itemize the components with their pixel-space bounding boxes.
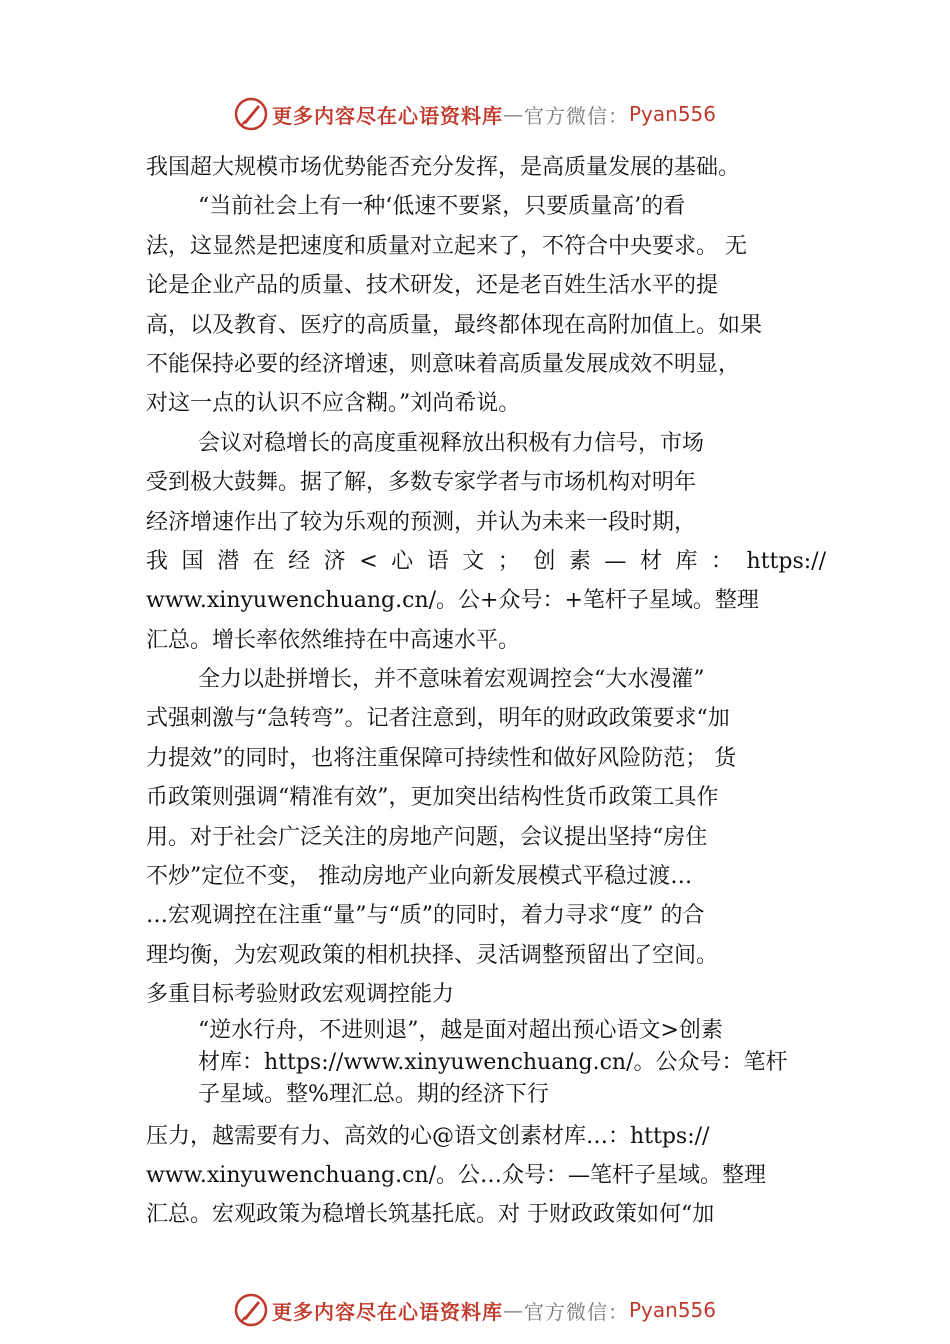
text-line: 汇总。增长率依然维持在中高速水平。 bbox=[146, 627, 521, 653]
paragraph-start-line: 会议对稳增长的高度重视释放出积极有力信号，市场 bbox=[198, 430, 705, 456]
text-line: 对这一点的认识不应含糊。”刘尚希说。 bbox=[146, 391, 521, 417]
indented-line: 子星域。整%理汇总。期的经济下行 bbox=[198, 1081, 549, 1107]
indented-line: “逆水行舟，不进则退”，越是面对超出预心语文>创素 bbox=[198, 1017, 723, 1043]
banner-main-text: 更多内容尽在心语资料库 bbox=[271, 103, 503, 128]
article-body bbox=[146, 148, 826, 1235]
text-line: 用。对于社会广泛关注的房地产问题，会议提出坚持“房住 bbox=[146, 824, 708, 850]
text-line: …宏观调控在注重“量”与“质”的同时，着力寻求“度” 的合 bbox=[146, 903, 705, 929]
paragraph-start-line: 全力以赴拼增长，并不意味着宏观调控会“大水漫灌” bbox=[198, 667, 705, 693]
text-line: 式强刺激与“急转弯”。记者注意到，明年的财政政策要求“加 bbox=[146, 706, 730, 732]
banner-dash: — bbox=[502, 1298, 524, 1322]
text-line: 高，以及教育、医疗的高质量，最终都体现在高附加值上。如果 bbox=[146, 312, 763, 338]
paragraph-start-line: “当前社会上有一种‘低速不要紧，只要质量高’的看 bbox=[198, 194, 686, 220]
header-watermark-banner bbox=[0, 94, 950, 134]
banner-wechat-id: Pyan556 bbox=[628, 1298, 716, 1322]
text-line: www.xinyuwenchuang.cn/。公…众号：—笔杆子星域。整理 bbox=[146, 1162, 767, 1188]
footer-watermark-banner bbox=[0, 1290, 950, 1330]
text-line: 理均衡，为宏观政策的相机抉择、灵活调整预留出了空间。 bbox=[146, 942, 719, 968]
section-heading: 多重目标考验财政宏观调控能力 bbox=[146, 982, 455, 1008]
banner-main-text: 更多内容尽在心语资料库 bbox=[271, 1299, 503, 1324]
text-line: www.xinyuwenchuang.cn/。公+众号：+笔杆子星域。整理 bbox=[146, 588, 759, 614]
text-line: 法，这显然是把速度和质量对立起来了，不符合中央要求。 无 bbox=[146, 233, 747, 259]
text-line: 压力，越需要有力、高效的心@语文创素材库…：https:// bbox=[146, 1123, 710, 1149]
quill-logo-icon bbox=[234, 97, 268, 131]
text-line: 不炒”定位不变， 推动房地产业向新发展模式平稳过渡… bbox=[146, 864, 693, 890]
text-line: 我国潜在经济<心语文；创素—材库：https:// bbox=[146, 548, 826, 574]
banner-official-label: 官方微信： bbox=[523, 103, 629, 128]
text-line: 汇总。宏观政策为稳增长筑基托底。对 于财政政策如何“加 bbox=[146, 1202, 715, 1228]
quill-logo-icon bbox=[234, 1293, 268, 1327]
text-line: 受到极大鼓舞。据了解，多数专家学者与市场机构对明年 bbox=[146, 470, 697, 496]
text-line: 经济增速作出了较为乐观的预测，并认为未来一段时期， bbox=[146, 509, 697, 535]
indented-line: 材库：https://www.xinyuwenchuang.cn/。公众号：笔杆 bbox=[198, 1049, 788, 1075]
text-line: 币政策则强调“精准有效”，更加突出结构性货币政策工具作 bbox=[146, 785, 719, 811]
text-line: 论是企业产品的质量、技术研发，还是老百姓生活水平的提 bbox=[146, 273, 719, 299]
text-line: 力提效”的同时，也将注重保障可持续性和做好风险防范； 货 bbox=[146, 745, 737, 771]
text-line: 我国超大规模市场优势能否充分发挥，是高质量发展的基础。 bbox=[146, 155, 741, 180]
banner-dash: — bbox=[502, 102, 524, 126]
banner-wechat-id: Pyan556 bbox=[628, 102, 716, 126]
banner-official-label: 官方微信： bbox=[523, 1299, 629, 1324]
text-line: 不能保持必要的经济增速，则意味着高质量发展成效不明显， bbox=[146, 351, 741, 377]
